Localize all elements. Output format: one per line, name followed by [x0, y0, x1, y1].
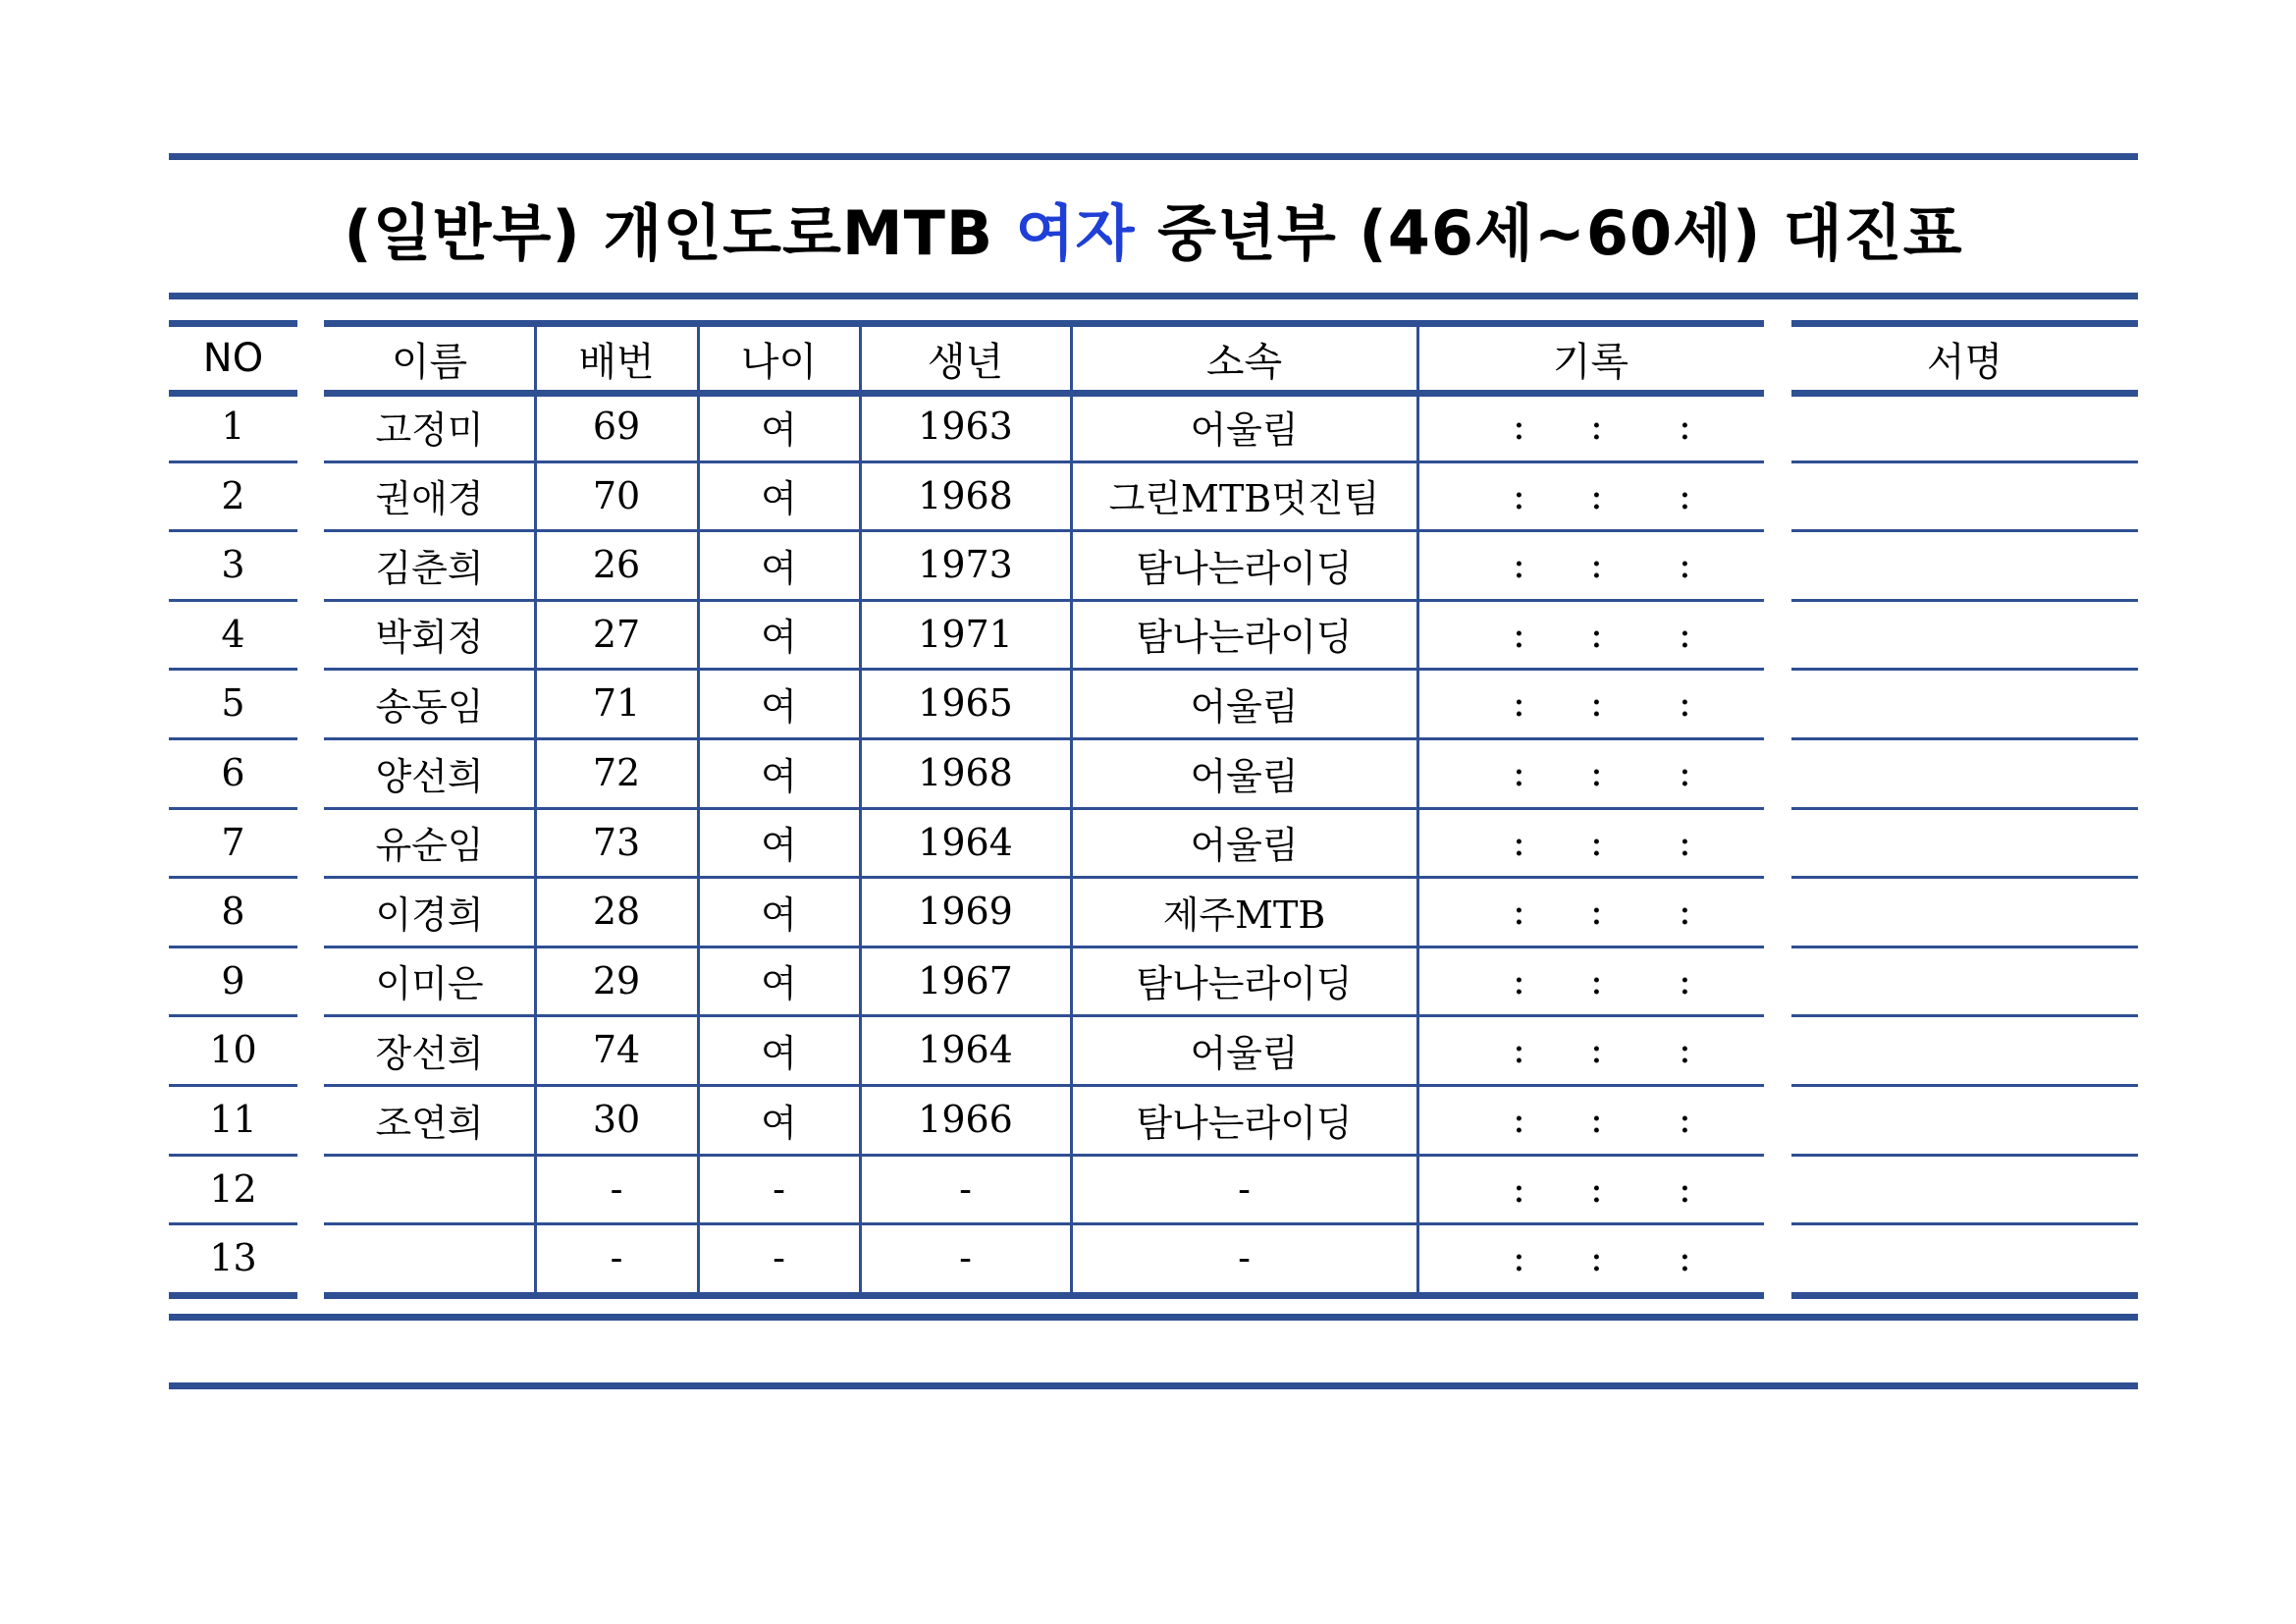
cell-bib: 73 [592, 820, 641, 864]
cell-no: 2 [221, 473, 245, 517]
record-separator: : [1679, 1236, 1691, 1280]
cell-record [1417, 531, 1764, 598]
record-separator: : [1513, 405, 1525, 448]
cell-age: 여 [761, 1031, 797, 1075]
cell-bib: 71 [592, 681, 641, 726]
cell-no: 11 [209, 1098, 257, 1141]
cell-team: - [1238, 1236, 1251, 1280]
cell-team: 어울림 [1190, 1031, 1299, 1075]
cell-sign[interactable] [1791, 739, 2138, 806]
cell-record [1417, 393, 1764, 460]
record-separator: : [1679, 473, 1691, 517]
record-separator: : [1513, 612, 1525, 656]
record-separator: : [1590, 820, 1603, 864]
title-bottom-rule [169, 293, 2138, 299]
cell-sign[interactable] [1791, 462, 2138, 529]
cell-bib: - [610, 1166, 623, 1211]
record-separator: : [1679, 612, 1691, 656]
record-separator: : [1513, 1236, 1525, 1280]
cell-record [1417, 1156, 1764, 1222]
cell-name [324, 1156, 535, 1222]
cell-bib: 74 [592, 1028, 641, 1072]
cell-record [1417, 809, 1764, 876]
cell-age: 여 [761, 477, 797, 521]
cell-record [1417, 1016, 1764, 1083]
record-separator: : [1590, 681, 1603, 726]
record-separator: : [1590, 612, 1603, 656]
cell-team: 어울림 [1190, 407, 1299, 452]
cell-sign[interactable] [1791, 809, 2138, 876]
cell-sign[interactable] [1791, 601, 2138, 668]
cell-no: 4 [221, 612, 245, 656]
title-part-1: (일반부) 개인도로MTB [344, 196, 1016, 269]
cell-sign[interactable] [1791, 1224, 2138, 1291]
record-separator: : [1679, 1028, 1691, 1072]
cell-sign[interactable] [1791, 1156, 2138, 1222]
cell-birth: 1967 [918, 958, 1013, 1002]
cell-team: 탐나는라이딩 [1136, 546, 1353, 590]
page-title [169, 169, 2138, 287]
cell-age: 여 [761, 546, 797, 590]
cell-age: 여 [761, 407, 797, 452]
cell-team: 어울림 [1190, 684, 1299, 729]
cell-sign[interactable] [1791, 393, 2138, 460]
cell-age: 여 [761, 824, 797, 868]
cell-team: - [1238, 1166, 1251, 1211]
header-no: NO [202, 336, 264, 381]
table-bottom-rule [1791, 1292, 2138, 1299]
cell-birth: 1963 [918, 405, 1013, 448]
record-separator: : [1679, 751, 1691, 794]
record-separator: : [1679, 890, 1691, 934]
record-separator: : [1590, 543, 1603, 587]
cell-name: 송동임 [375, 684, 484, 729]
table-bottom-rule [169, 1292, 297, 1299]
record-separator: : [1513, 543, 1525, 587]
header-birth: 생년 [927, 339, 1004, 385]
header-bib: 배번 [578, 339, 655, 385]
record-separator: : [1590, 1166, 1603, 1211]
record-separator: : [1590, 405, 1603, 448]
cell-bib: 26 [592, 543, 641, 587]
record-separator: : [1513, 681, 1525, 726]
cell-name: 조연희 [375, 1101, 484, 1145]
header-age: 나이 [740, 339, 818, 385]
cell-record [1417, 1086, 1764, 1153]
header-name: 이름 [391, 339, 468, 385]
cell-name: 고정미 [375, 407, 484, 452]
cell-no: 3 [221, 543, 245, 587]
cell-name [324, 1224, 535, 1291]
record-separator: : [1513, 473, 1525, 517]
record-separator: : [1679, 820, 1691, 864]
cell-birth: 1969 [918, 890, 1013, 934]
cell-birth: - [959, 1236, 972, 1280]
cell-no: 13 [209, 1236, 257, 1280]
record-separator: : [1513, 1166, 1525, 1211]
cell-age: 여 [761, 962, 797, 1006]
cell-no: 12 [209, 1166, 257, 1211]
cell-record [1417, 739, 1764, 806]
cell-bib: 72 [592, 751, 641, 794]
record-separator: : [1513, 820, 1525, 864]
footer-rule-2 [169, 1382, 2138, 1389]
cell-birth: 1968 [918, 473, 1013, 517]
cell-no: 7 [221, 820, 245, 864]
header-record: 기록 [1552, 339, 1629, 385]
cell-age: - [773, 1236, 785, 1280]
cell-team: 탐나는라이딩 [1136, 962, 1353, 1006]
cell-record [1417, 1224, 1764, 1291]
cell-age: 여 [761, 893, 797, 937]
record-separator: : [1679, 1166, 1691, 1211]
cell-name: 박회정 [375, 616, 484, 660]
cell-bib: 28 [592, 890, 641, 934]
cell-sign[interactable] [1791, 878, 2138, 945]
cell-bib: 27 [592, 612, 641, 656]
cell-name: 권애경 [375, 477, 484, 521]
header-team: 소속 [1205, 339, 1283, 385]
cell-sign[interactable] [1791, 1086, 2138, 1153]
cell-age: 여 [761, 754, 797, 798]
cell-sign[interactable] [1791, 670, 2138, 736]
record-separator: : [1679, 543, 1691, 587]
cell-no: 9 [221, 958, 245, 1002]
cell-team: 제주MTB [1162, 893, 1326, 937]
cell-record [1417, 462, 1764, 529]
cell-birth: 1964 [918, 820, 1013, 864]
title-top-rule [169, 153, 2138, 160]
footer-rule-1 [169, 1314, 2138, 1321]
header-sign: 서명 [1926, 339, 2003, 385]
cell-birth: 1973 [918, 543, 1013, 587]
cell-team: 탐나는라이딩 [1136, 1101, 1353, 1145]
record-separator: : [1513, 958, 1525, 1002]
cell-age: 여 [761, 1101, 797, 1145]
record-separator: : [1679, 405, 1691, 448]
cell-age: 여 [761, 616, 797, 660]
cell-bib: 29 [592, 958, 641, 1002]
record-separator: : [1590, 890, 1603, 934]
cell-sign[interactable] [1791, 1016, 2138, 1083]
record-separator: : [1513, 751, 1525, 794]
cell-name: 이미은 [375, 962, 484, 1006]
cell-age: 여 [761, 684, 797, 729]
cell-team: 그린MTB멋진팀 [1108, 477, 1380, 521]
record-separator: : [1513, 1028, 1525, 1072]
cell-record [1417, 601, 1764, 668]
record-separator: : [1590, 958, 1603, 1002]
cell-team: 어울림 [1190, 824, 1299, 868]
title-accent: 여자 [1015, 196, 1136, 269]
cell-birth: 1971 [918, 612, 1013, 656]
record-separator: : [1590, 1236, 1603, 1280]
cell-birth: 1964 [918, 1028, 1013, 1072]
cell-no: 6 [221, 751, 245, 794]
cell-team: 어울림 [1190, 754, 1299, 798]
cell-name: 유순임 [375, 824, 484, 868]
cell-record [1417, 670, 1764, 736]
cell-birth: 1968 [918, 751, 1013, 794]
record-separator: : [1590, 1028, 1603, 1072]
cell-team: 탐나는라이딩 [1136, 616, 1353, 660]
cell-name: 양선희 [375, 754, 484, 798]
record-separator: : [1679, 681, 1691, 726]
cell-sign[interactable] [1791, 947, 2138, 1014]
record-separator: : [1590, 1098, 1603, 1141]
cell-bib: 69 [592, 405, 641, 448]
record-separator: : [1679, 1098, 1691, 1141]
cell-no: 5 [221, 681, 245, 726]
cell-name: 장선희 [375, 1031, 484, 1075]
record-separator: : [1590, 473, 1603, 517]
record-separator: : [1679, 958, 1691, 1002]
table-bottom-rule [324, 1292, 1764, 1299]
cell-record [1417, 947, 1764, 1014]
title-part-2: 중년부 (46세~60세) 대진표 [1135, 196, 1963, 269]
cell-birth: - [959, 1166, 972, 1211]
record-separator: : [1513, 890, 1525, 934]
cell-no: 8 [221, 890, 245, 934]
cell-age: - [773, 1166, 785, 1211]
cell-sign[interactable] [1791, 531, 2138, 598]
cell-no: 10 [209, 1028, 257, 1072]
cell-name: 김춘희 [375, 546, 484, 590]
cell-birth: 1966 [918, 1098, 1013, 1141]
cell-record [1417, 878, 1764, 945]
cell-birth: 1965 [918, 681, 1013, 726]
record-separator: : [1513, 1098, 1525, 1141]
cell-bib: 30 [592, 1098, 641, 1141]
record-separator: : [1590, 751, 1603, 794]
cell-no: 1 [221, 405, 245, 448]
cell-bib: - [610, 1236, 623, 1280]
cell-bib: 70 [592, 473, 641, 517]
cell-name: 이경희 [375, 893, 484, 937]
